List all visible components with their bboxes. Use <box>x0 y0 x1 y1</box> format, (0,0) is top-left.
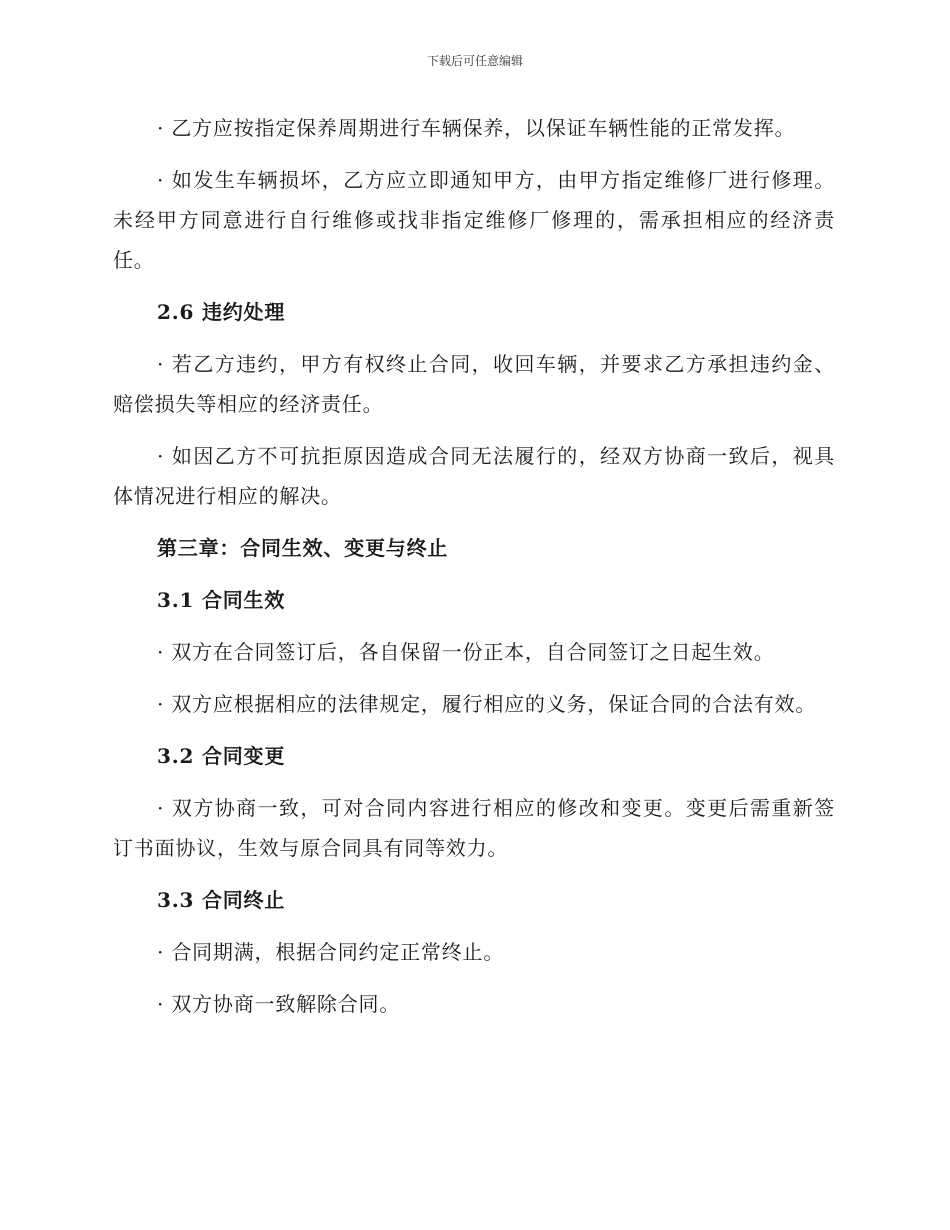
bullet-breach-termination: · 若乙方违约，甲方有权终止合同，收回车辆，并要求乙方承担违约金、赔偿损失等相应的经济责任。 <box>113 352 835 416</box>
spacer <box>113 972 835 984</box>
spacer <box>113 568 835 580</box>
bullet-legal-obligations: · 双方应根据相应的法律规定，履行相应的义务，保证合同的合法有效。 <box>157 692 817 716</box>
spacer <box>113 920 835 932</box>
spacer <box>113 672 835 684</box>
spacer <box>113 620 835 632</box>
spacer <box>113 424 835 436</box>
section-heading-3-3: 3.3 合同终止 <box>157 888 286 912</box>
page-header: 下载后可任意编辑 <box>426 54 523 68</box>
spacer <box>113 868 835 880</box>
spacer <box>113 724 835 736</box>
bullet-damage-repair: · 如发生车辆损坏，乙方应立即通知甲方，由甲方指定维修厂进行修理。未经甲方同意进行自行维修或找非指定维修厂修理的，需承担相应的经济责任。 <box>113 168 835 272</box>
bullet-contract-expiry: · 合同期满，根据合同约定正常终止。 <box>157 940 505 964</box>
spacer <box>113 516 835 528</box>
section-heading-3-1: 3.1 合同生效 <box>157 588 286 612</box>
bullet-maintenance: · 乙方应按指定保养周期进行车辆保养，以保证车辆性能的正常发挥。 <box>157 116 796 140</box>
spacer <box>113 332 835 344</box>
bullet-contract-change: · 双方协商一致，可对合同内容进行相应的修改和变更。变更后需重新签订书面协议，生效与原合同具有同等效力。 <box>113 796 835 860</box>
document-body <box>113 108 835 1024</box>
bullet-mutual-termination: · 双方协商一致解除合同。 <box>157 992 401 1016</box>
spacer <box>113 148 835 160</box>
section-heading-2-6: 2.6 违约处理 <box>157 300 286 324</box>
bullet-contract-effective: · 双方在合同签订后，各自保留一份正本，自合同签订之日起生效。 <box>157 640 775 664</box>
section-heading-3-2: 3.2 合同变更 <box>157 744 286 768</box>
bullet-force-majeure: · 如因乙方不可抗拒原因造成合同无法履行的，经双方协商一致后，视具体情况进行相应的解决。 <box>113 444 835 508</box>
spacer <box>113 280 835 292</box>
spacer <box>113 776 835 788</box>
chapter-heading-3: 第三章：合同生效、变更与终止 <box>157 536 449 560</box>
